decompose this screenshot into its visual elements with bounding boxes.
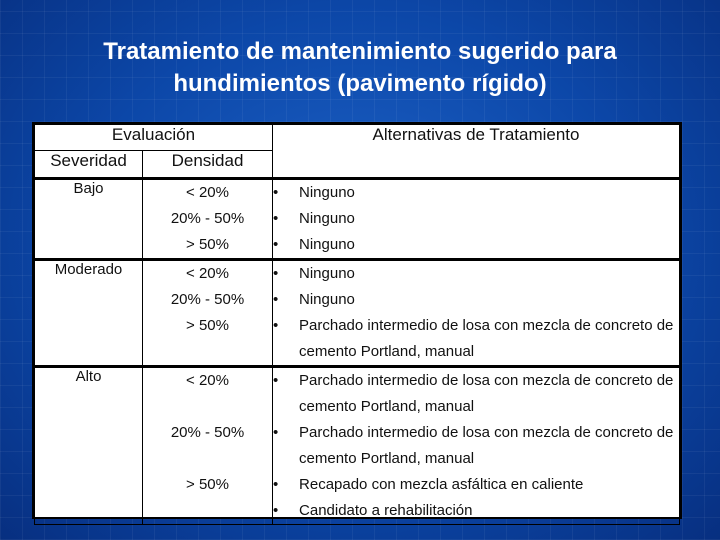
alternative-item: • Parchado intermedio de losa con mezcla de concreto de cemento Portland, manual [273, 313, 679, 365]
density-value: < 20% [186, 184, 229, 201]
density-value: 20% - 50% [170, 424, 245, 441]
alternative-item: • Ninguno [273, 261, 679, 287]
bullet-icon: • [273, 372, 279, 389]
bullet-icon: • [273, 476, 279, 493]
density-value: < 20% [186, 265, 229, 282]
alternative-item: • Candidato a rehabilitación [273, 498, 679, 524]
density-cell [143, 179, 273, 260]
alternative-item: • Ninguno [273, 287, 679, 313]
alternative-item: • Ninguno [273, 232, 679, 258]
density-cell [143, 367, 273, 525]
severity-cell: Moderado [35, 260, 143, 367]
density-value: > 50% [186, 236, 229, 253]
density-value: > 50% [186, 476, 229, 493]
title-line-1: Tratamiento de mantenimiento sugerido para [103, 38, 617, 65]
alternatives-header: Alternativas de Tratamiento [273, 125, 680, 179]
title-line-2: hundimientos (pavimento rígido) [173, 70, 547, 97]
severity-cell: Bajo [35, 179, 143, 260]
density-value: > 50% [186, 317, 229, 334]
density-header: Densidad [143, 151, 273, 179]
treatment-table [34, 124, 680, 525]
alternatives-cell [273, 260, 680, 367]
bullet-icon: • [273, 236, 279, 253]
severity-header: Severidad [35, 151, 143, 179]
slide-title [0, 36, 720, 100]
bullet-icon: • [273, 317, 279, 334]
alternatives-cell [273, 367, 680, 525]
bullet-icon: • [273, 184, 279, 201]
table-row-bajo [35, 179, 680, 260]
alternative-item: • Recapado con mezcla asfáltica en caliente [273, 472, 679, 498]
density-value: 20% - 50% [170, 210, 245, 227]
bullet-icon: • [273, 291, 279, 308]
bullet-icon: • [273, 210, 279, 227]
alternative-item: • Parchado intermedio de losa con mezcla de concreto de cemento Portland, manual [273, 420, 679, 472]
alternative-item: • Parchado intermedio de losa con mezcla de concreto de cemento Portland, manual [273, 368, 679, 420]
table-row-moderado [35, 260, 680, 367]
evaluation-header: Evaluación [35, 125, 273, 151]
bullet-icon: • [273, 265, 279, 282]
severity-cell: Alto [35, 367, 143, 525]
bullet-icon: • [273, 502, 279, 519]
treatment-table-panel [32, 122, 682, 519]
density-value: 20% - 50% [170, 291, 245, 308]
alternative-item: • Ninguno [273, 206, 679, 232]
table-row-alto [35, 367, 680, 525]
density-cell [143, 260, 273, 367]
bullet-icon: • [273, 424, 279, 441]
alternative-item: • Ninguno [273, 180, 679, 206]
density-value: < 20% [186, 372, 229, 389]
alternatives-cell [273, 179, 680, 260]
